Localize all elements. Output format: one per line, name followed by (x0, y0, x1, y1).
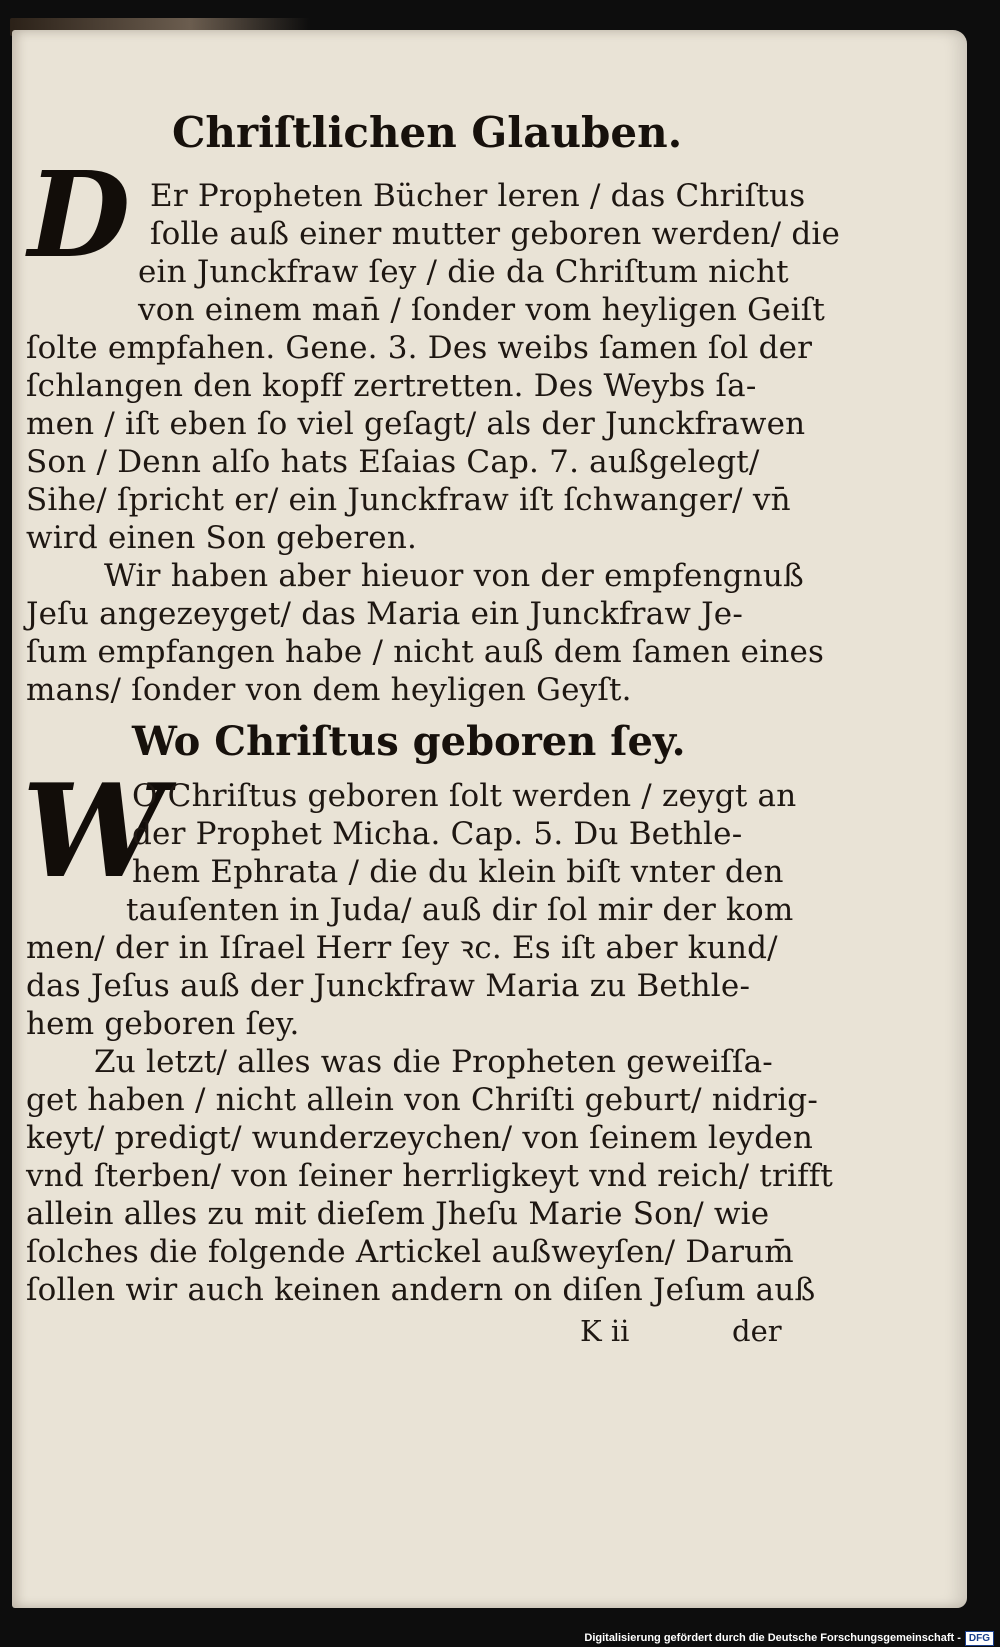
text-line: von einem man̄ / ſonder vom heyligen Geiſt (138, 292, 826, 328)
text-line: hem Ephrata / die du klein biſt vnter den (132, 854, 784, 890)
text-line: das Jeſus auß der Junckfraw Maria zu Bethle‑ (26, 968, 751, 1004)
text-line: der Prophet Micha. Cap. 5. Du Bethle‑ (132, 816, 743, 852)
text-line: Sihe/ ſpricht er/ ein Junckfraw iſt ſchwanger/ vn̄ (26, 482, 791, 518)
text-line: hem geboren ſey. (26, 1006, 300, 1042)
text-line: get haben / nicht allein von Chriſti geburt/ nidrig‑ (26, 1082, 819, 1118)
text-line: ſum empfangen habe / nicht auß dem ſamen eines (26, 634, 825, 670)
text-line: ſchlangen den kopff zertretten. Des Weybs ſa‑ (26, 368, 757, 404)
text-line: men/ der in Iſrael Herr ſey ꝛc. Es iſt aber kund/ (26, 930, 778, 966)
text-line: wird einen Son geberen. (26, 520, 418, 556)
digitization-credit (584, 1629, 1000, 1647)
text-line: men / iſt eben ſo viel geſagt/ als der Junckfrawen (26, 406, 806, 442)
drop-initial-w: W (22, 757, 166, 907)
text-line: Er Propheten Bücher leren / das Chriſtus (150, 178, 806, 214)
text-line: keyt/ predigt/ wunderzeychen/ von ſeinem leyden (26, 1120, 813, 1156)
text-line: ſollen wir auch keinen andern on diſen Jeſum auß (26, 1272, 816, 1308)
text-line: mans/ ſonder von dem heyligen Geyſt. (26, 672, 632, 708)
text-line: vnd ſterben/ von ſeiner herrligkeyt vnd reich/ trifft (26, 1158, 834, 1194)
text-line: tauſenten in Juda/ auß dir ſol mir der kom (126, 892, 794, 928)
credit-text: Digitalisierung gefördert durch die Deutsche Forschungsgemeinschaft - (584, 1632, 961, 1644)
text-line: Jeſu angezeyget/ das Maria ein Junckfraw Je‑ (26, 596, 744, 632)
dfg-logo: DFG (965, 1631, 994, 1646)
text-line: ein Junckfraw ſey / die da Chriſtum nicht (138, 254, 789, 290)
text-line: Wir haben aber hieuor von der empfengnuß (104, 558, 804, 594)
running-head: Chriſtlichen Glauben. (172, 108, 683, 157)
catchword: der (732, 1314, 782, 1348)
text-line: ſolches die folgende Artickel außweyſen/ Darum̄ (26, 1234, 794, 1270)
text-line: Son / Denn alſo hats Eſaias Cap. 7. außgelegt/ (26, 444, 760, 480)
section-heading: Wo Chriſtus geboren ſey. (132, 718, 686, 765)
text-line: ſolle auß einer mutter geboren werden/ die (150, 216, 841, 252)
drop-initial-d: D (28, 145, 131, 284)
signature-mark: K ii (580, 1314, 630, 1348)
text-line: allein alles zu mit dieſem Jheſu Marie Son/ wie (26, 1196, 770, 1232)
text-line: O Chriſtus geboren ſolt werden / zeygt an (132, 778, 797, 814)
text-line: ſolte empfahen. Gene. 3. Des weibs ſamen ſol der (26, 330, 813, 366)
text-line: Zu letzt/ alles was die Propheten geweiſſa‑ (94, 1044, 773, 1080)
book-page (12, 30, 967, 1608)
